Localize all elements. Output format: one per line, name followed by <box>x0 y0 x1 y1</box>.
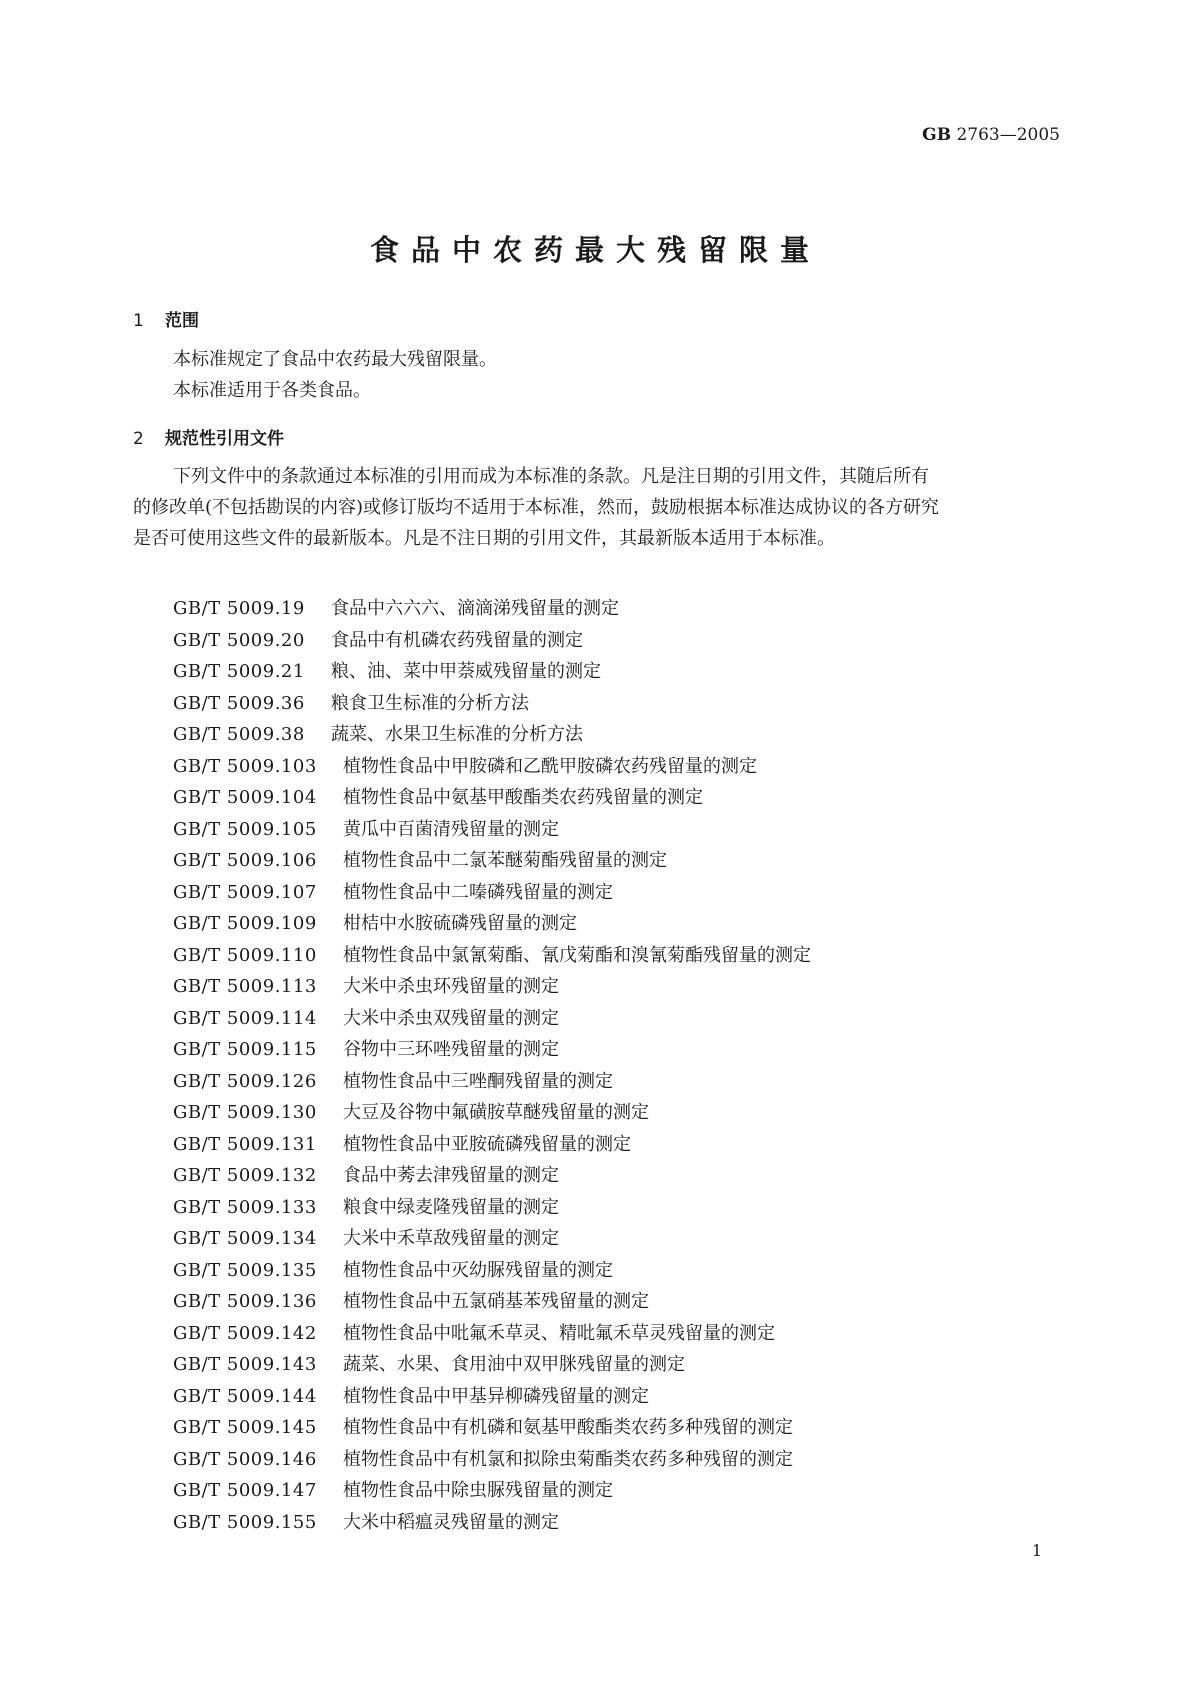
standard-code-prefix: GB <box>922 125 952 145</box>
reference-item <box>173 688 811 720</box>
reference-item <box>173 1097 811 1129</box>
section-title: 范围 <box>165 311 199 331</box>
reference-code: GB/T 5009.147 <box>173 1480 317 1501</box>
reference-code: GB/T 5009.103 <box>173 755 317 777</box>
reference-code: GB/T 5009.145 <box>173 1417 317 1438</box>
reference-title: 粮食中绿麦隆残留量的测定 <box>343 1196 559 1218</box>
section-1-body <box>173 344 1098 406</box>
standard-code <box>922 125 1060 145</box>
section-2-heading <box>133 424 284 449</box>
reference-title: 植物性食品中除虫脲残留量的测定 <box>343 1480 613 1501</box>
section-number: 1 <box>133 311 144 331</box>
reference-code: GB/T 5009.136 <box>173 1291 317 1312</box>
reference-item <box>173 1066 811 1098</box>
reference-item <box>173 1034 811 1066</box>
page-number: 1 <box>1031 1541 1042 1560</box>
reference-item <box>173 877 811 909</box>
reference-code: GB/T 5009.144 <box>173 1385 317 1407</box>
reference-item <box>173 1160 811 1192</box>
paragraph-line: 本标准适用于各类食品。 <box>173 380 371 401</box>
reference-item <box>173 1223 811 1255</box>
reference-code: GB/T 5009.133 <box>173 1196 317 1218</box>
reference-title: 谷物中三环唑残留量的测定 <box>343 1039 559 1060</box>
reference-title: 蔬菜、水果卫生标准的分析方法 <box>331 724 583 745</box>
reference-title: 食品中有机磷农药残留量的测定 <box>331 629 583 651</box>
reference-item <box>173 814 811 846</box>
reference-item <box>173 1318 811 1350</box>
reference-item <box>173 593 811 625</box>
reference-title: 植物性食品中甲胺磷和乙酰甲胺磷农药残留量的测定 <box>343 755 757 777</box>
reference-item <box>173 1475 811 1507</box>
reference-item <box>173 751 811 783</box>
reference-item <box>173 1444 811 1476</box>
reference-item <box>173 1507 811 1539</box>
reference-title: 粮、油、菜中甲萘威残留量的测定 <box>331 661 601 682</box>
reference-code: GB/T 5009.20 <box>173 629 305 651</box>
reference-item <box>173 1129 811 1161</box>
reference-title: 大米中稻瘟灵残留量的测定 <box>343 1511 559 1533</box>
reference-item <box>173 845 811 877</box>
reference-code: GB/T 5009.109 <box>173 913 317 934</box>
reference-title: 植物性食品中氯氰菊酯、氰戊菊酯和溴氰菊酯残留量的测定 <box>343 944 811 966</box>
reference-item <box>173 940 811 972</box>
reference-code: GB/T 5009.155 <box>173 1511 317 1533</box>
reference-title: 食品中莠去津残留量的测定 <box>343 1165 559 1186</box>
reference-title: 植物性食品中三唑酮残留量的测定 <box>343 1070 613 1092</box>
reference-code: GB/T 5009.113 <box>173 976 317 997</box>
reference-code: GB/T 5009.126 <box>173 1070 317 1092</box>
reference-list <box>173 593 811 1538</box>
reference-code: GB/T 5009.130 <box>173 1102 317 1123</box>
reference-title: 植物性食品中吡氟禾草灵、精吡氟禾草灵残留量的测定 <box>343 1322 775 1344</box>
reference-title: 植物性食品中氨基甲酸酯类农药残留量的测定 <box>343 787 703 808</box>
reference-title: 大米中杀虫环残留量的测定 <box>343 976 559 997</box>
reference-code: GB/T 5009.115 <box>173 1039 317 1060</box>
reference-title: 植物性食品中五氯硝基苯残留量的测定 <box>343 1291 649 1312</box>
reference-item <box>173 782 811 814</box>
paragraph-line: 的修改单(不包括勘误的内容)或修订版均不适用于本标准，然而，鼓励根据本标准达成协议的各方研究 <box>133 497 940 518</box>
section-1-heading <box>133 306 199 331</box>
document-title: 食品中农药最大残留限量 <box>369 233 821 267</box>
reference-item <box>173 1381 811 1413</box>
reference-item <box>173 1003 811 1035</box>
standard-code-number: 2763—2005 <box>951 125 1060 145</box>
reference-code: GB/T 5009.104 <box>173 787 317 808</box>
reference-item <box>173 1192 811 1224</box>
reference-title: 粮食卫生标准的分析方法 <box>331 692 529 714</box>
reference-code: GB/T 5009.134 <box>173 1228 317 1249</box>
paragraph-line: 是否可使用这些文件的最新版本。凡是不注日期的引用文件，其最新版本适用于本标准。 <box>133 528 835 549</box>
paragraph-line: 下列文件中的条款通过本标准的引用而成为本标准的条款。凡是注日期的引用文件，其随后所有 <box>173 466 929 487</box>
reference-code: GB/T 5009.135 <box>173 1259 317 1281</box>
paragraph-line: 本标准规定了食品中农药最大残留限量。 <box>173 349 497 370</box>
reference-title: 植物性食品中二氯苯醚菊酯残留量的测定 <box>343 850 667 871</box>
reference-code: GB/T 5009.36 <box>173 692 305 714</box>
reference-title: 大豆及谷物中氟磺胺草醚残留量的测定 <box>343 1102 649 1123</box>
reference-title: 蔬菜、水果、食用油中双甲脒残留量的测定 <box>343 1354 685 1375</box>
reference-code: GB/T 5009.114 <box>173 1007 317 1029</box>
reference-item <box>173 1286 811 1318</box>
reference-item <box>173 719 811 751</box>
reference-code: GB/T 5009.19 <box>173 598 305 619</box>
reference-code: GB/T 5009.38 <box>173 724 305 745</box>
reference-title: 植物性食品中有机磷和氨基甲酸酯类农药多种残留的测定 <box>343 1417 793 1438</box>
section-title: 规范性引用文件 <box>165 429 284 449</box>
reference-code: GB/T 5009.21 <box>173 661 305 682</box>
reference-title: 植物性食品中有机氯和拟除虫菊酯类农药多种残留的测定 <box>343 1448 793 1470</box>
reference-item <box>173 971 811 1003</box>
reference-title: 食品中六六六、滴滴涕残留量的测定 <box>331 598 619 619</box>
reference-title: 大米中禾草敌残留量的测定 <box>343 1228 559 1249</box>
reference-title: 植物性食品中灭幼脲残留量的测定 <box>343 1259 613 1281</box>
reference-item <box>173 1349 811 1381</box>
reference-title: 植物性食品中亚胺硫磷残留量的测定 <box>343 1133 631 1155</box>
reference-code: GB/T 5009.107 <box>173 881 317 903</box>
reference-code: GB/T 5009.132 <box>173 1165 317 1186</box>
reference-title: 植物性食品中二嗪磷残留量的测定 <box>343 881 613 903</box>
reference-title: 柑桔中水胺硫磷残留量的测定 <box>343 913 577 934</box>
section-number: 2 <box>133 429 144 449</box>
reference-item <box>173 908 811 940</box>
reference-code: GB/T 5009.143 <box>173 1354 317 1375</box>
reference-title: 黄瓜中百菌清残留量的测定 <box>343 818 559 840</box>
reference-item <box>173 1412 811 1444</box>
reference-code: GB/T 5009.131 <box>173 1133 317 1155</box>
reference-code: GB/T 5009.146 <box>173 1448 317 1470</box>
reference-item <box>173 1255 811 1287</box>
reference-item <box>173 625 811 657</box>
reference-item <box>173 656 811 688</box>
reference-title: 大米中杀虫双残留量的测定 <box>343 1007 559 1029</box>
reference-code: GB/T 5009.106 <box>173 850 317 871</box>
reference-code: GB/T 5009.110 <box>173 944 317 966</box>
section-2-paragraph <box>133 461 1058 554</box>
reference-code: GB/T 5009.142 <box>173 1322 317 1344</box>
reference-title: 植物性食品中甲基异柳磷残留量的测定 <box>343 1385 649 1407</box>
reference-code: GB/T 5009.105 <box>173 818 317 840</box>
